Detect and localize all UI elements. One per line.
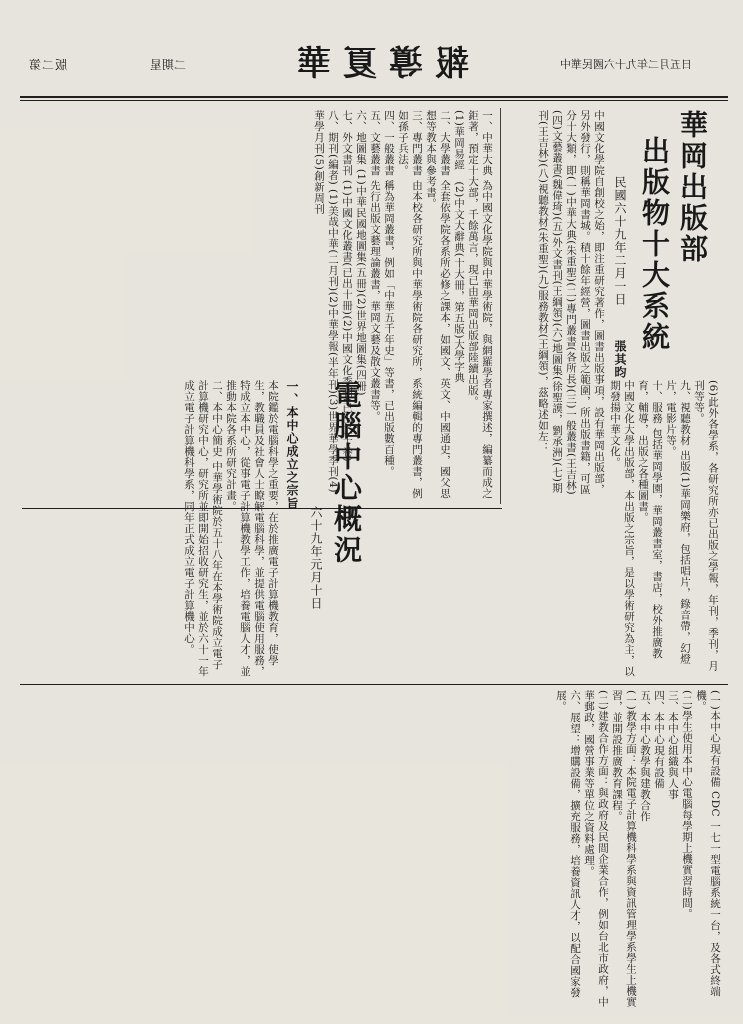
- computer-body-bottom: (一)本中心現有設備 CDC 一七一型電腦系統一台，及各式終端機。 (二)學生使用本中心電腦每學期上機實習時間。 三、本中心組織與人事 四、本中心現有設備 五、本中心教學與建教合作 (一)教學方面：本院電子計算機科學系與資訊管理學系學生上機實習，並開設推廣教育課程。 (二)建教合作方面：與政府及民間企業合作，例如台北市政府，中華郵政，國營事業等單位之資料處理。 六、展望：增購設備，擴充服務，培養資訊人才，以配合國家發展。: [555, 690, 721, 1008]
- newspaper-title: 報導夏華: [285, 44, 469, 84]
- weekday-label: 二期星: [150, 58, 187, 72]
- issue-date: 日五月二年九十六國民華中: [560, 58, 692, 71]
- computer-headline: 電腦中心概況: [330, 380, 363, 566]
- publishing-body-text: 一、中華大典 為中國文化學院與中華學術院，與網羅學者專家撰述，編纂而成之鉅著，預定十大部，千餘萬言，現已由華岡出版部陸續出版。 (1)華岡易經 (2)中文大辭典(十大冊，第五版)大學字典 二、大學叢書 全套依學院各系所必修之課本，如國文、英文、中國通史，國父思想等教本與參考書。 三、專門叢書 由本校各研究所與中華學術院各研究所，系統編輯的專門叢書，例如孫子兵法。 四、一般叢書 稱為華岡叢書，例如「中華五千年史」等書，已出版數百種。 五、文藝叢書 先行出版文藝理論叢書，華岡文藝及散文叢書等。 六、地圖集 (1)中華民國地圖集(五冊)(2)世界地圖集(四冊) 七、外文書刊 (1)中國文化叢書(已出十冊)(2)中國文化季刊(已出二十卷) 八、期刊(編者) (1)美哉中華(二月刊)(2)中華學報(半年刊)(3)世界華學季刊(4)華學月刊(5)創新周刊: [313, 110, 493, 499]
- computer-body-top: 本院鑑於電腦科學之重要，在於推廣電子計算機教育，使學生，教職員及社會人士瞭解電腦科學，並提供電腦使用服務，特成立本中心，從事電子計算機教學工作，培養電腦人才，並推動本院各系所研究計畫。 二、本中心簡史 中華學術院於五十八年在本學術院成立電子計算機研究中心，研究所並即開始招收研究生，並於六十一年成立電子計算機科學系，同年正式成立電子計算機中心。: [183, 380, 279, 677]
- publishing-author: 張其昀: [613, 340, 627, 379]
- page-label: 版二第: [28, 58, 68, 72]
- publishing-headline-line1: 華岡出版部: [676, 110, 709, 265]
- right-column-continuation: (6)此外各學系，各研究所亦已出版之學報，年刊，季刊，月刊等等。 九、視聽教材 出版(1)華岡樂府，包括唱片，錄音帶，幻燈片，電影片等。 十、服務 包括華岡學園，華岡叢書室，書店，校外推廣教育，輔導，出版之各種圖書。 中國文化大學出版部，本出版之宗旨，是以學術研究為主，以期發揚中華文化。: [609, 380, 719, 677]
- publishing-headline-line2: 出版物十大系統: [638, 136, 671, 353]
- computer-section1-title: 一、本中心成立之宗旨: [285, 380, 299, 510]
- computer-date: 六十九年元月十日: [309, 506, 323, 610]
- publishing-date: 民國六十九年二月一日: [613, 176, 627, 306]
- publishing-intro-text: 中國文化學院自創校之始，即注重研究著作，圖書出版事項，設有華岡出版部，另外發行，則稱華岡書城。積十餘年經營，圖書出版之範圍，所出版書籍，可區分十大類，即(一)中華大典(朱重聖)(二)專門叢書(各所長)(三)一般叢書(王吉林)(四)文藝叢書(魏偉琦)(五)外文書刊(王綱領)(六)地圖集(徐聖謨，劉承洲)(七)期刊(王吉林)(八)視聽教材(朱重聖)(九)服務教材(王綱領)，茲略述如左：: [537, 110, 605, 496]
